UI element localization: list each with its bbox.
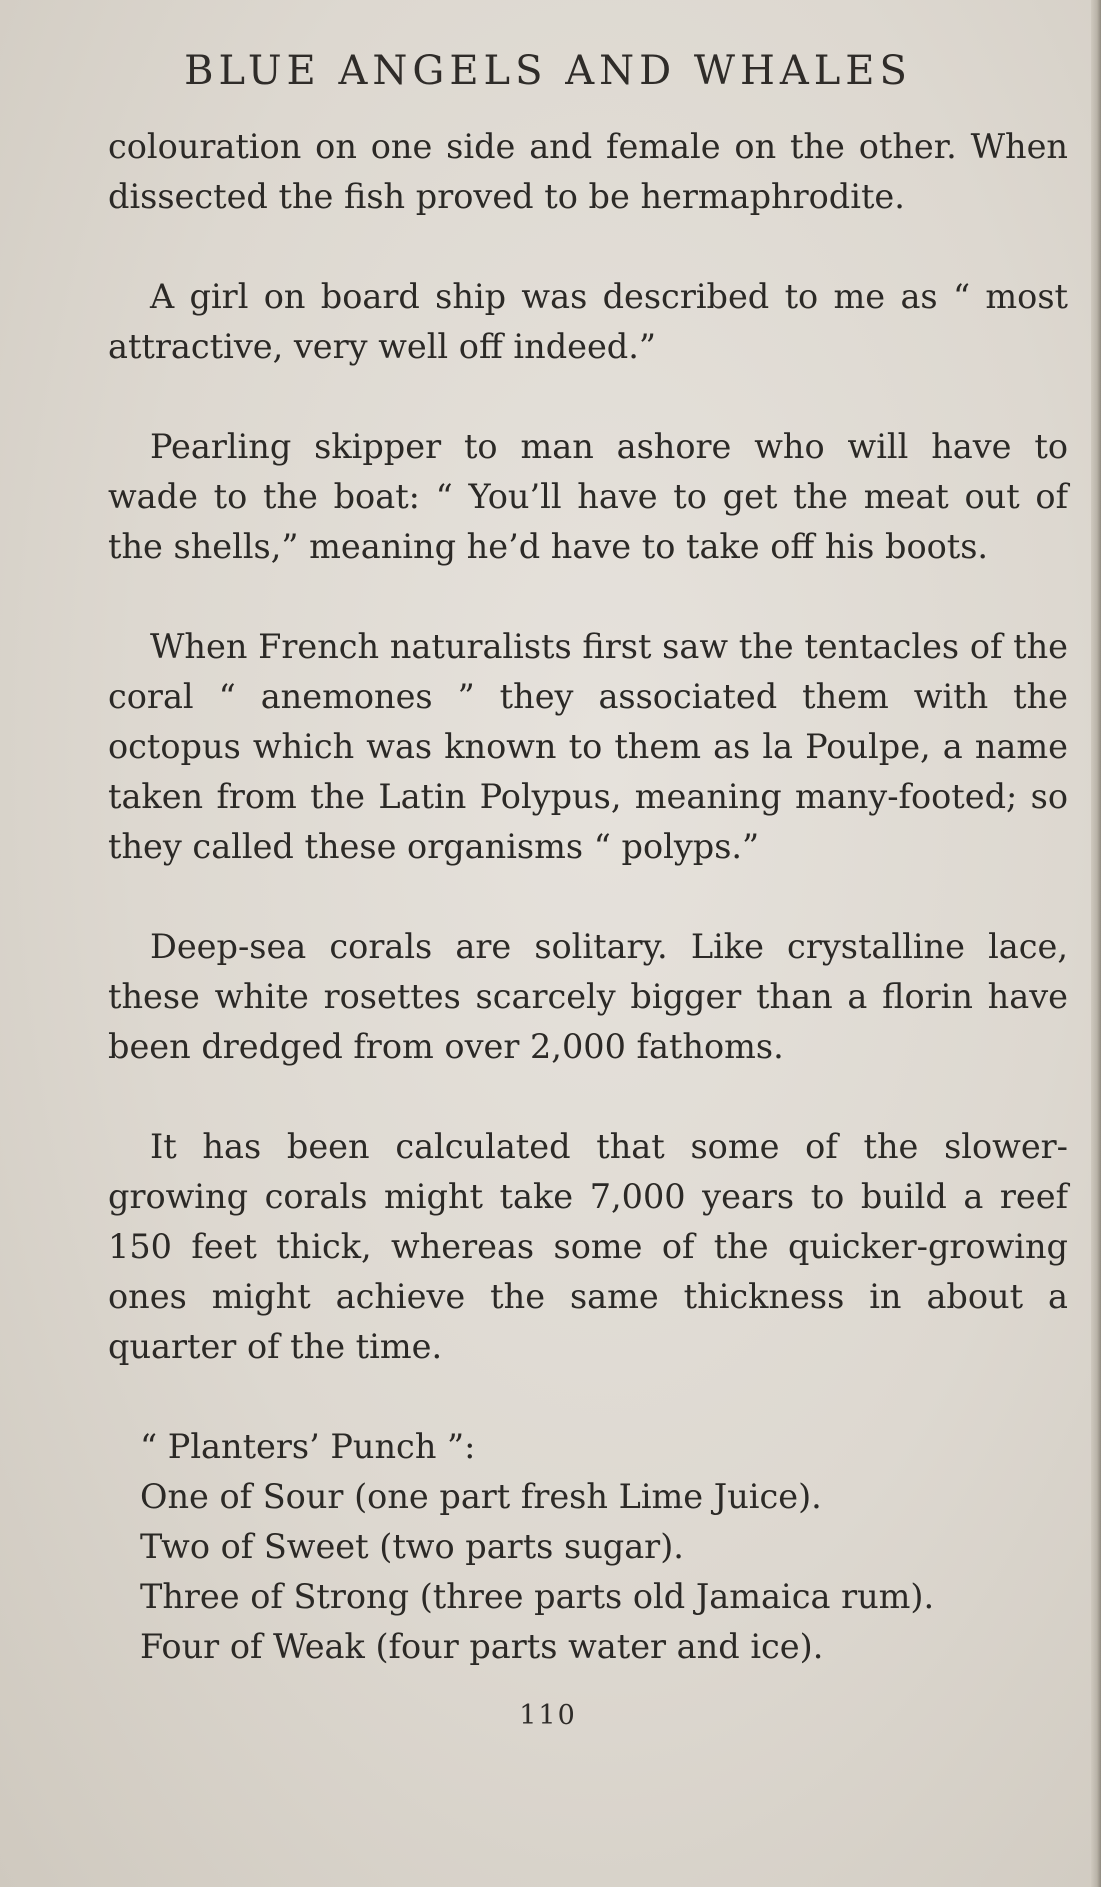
running-header: BLUE ANGELS AND WHALES — [184, 48, 912, 94]
recipe-line-weak: Four of Weak (four parts water and ice). — [140, 1627, 824, 1666]
page-edge — [1091, 0, 1101, 1887]
recipe-line-sour: One of Sour (one part fresh Lime Juice). — [140, 1477, 822, 1516]
paragraph-deep-sea-corals: Deep-sea corals are solitary. Like crystalline lace, these white rosettes scarcely bigger than a florin have been dredged from over 2,000 fathoms. — [108, 927, 1068, 1066]
planters-punch-recipe — [108, 1422, 1068, 1672]
paragraph-pearling-skipper: Pearling skipper to man ashore who will have to wade to the boat: “ You’ll have to get the meat out of the shells,” meaning he’d have to take off his boots. — [108, 427, 1068, 566]
recipe-line-sweet: Two of Sweet (two parts sugar). — [140, 1527, 684, 1566]
paragraph-hermaphrodite: colouration on one side and female on the other. When dissected the fish proved to be hermaphrodite. — [108, 127, 1068, 216]
paragraph-girl-on-board: A girl on board ship was described to me as “ most attractive, very well off indeed.” — [108, 277, 1068, 366]
page-number: 110 — [519, 1700, 577, 1731]
page-body — [108, 122, 1068, 1672]
paragraph-polyps: When French naturalists first saw the tentacles of the coral “ anemones ” they associated them with the octopus which was known to them as la Poulpe, a name taken from the Latin Polypus, meaning many-footed; so they called these organisms “ polyps.” — [108, 627, 1068, 866]
paragraph-coral-growth: It has been calculated that some of the slower-growing corals might take 7,000 years to build a reef 150 feet thick, whereas some of the quicker-growing ones might achieve the same thickness in about a quarter of the time. — [108, 1127, 1068, 1366]
recipe-line-strong: Three of Strong (three parts old Jamaica rum). — [140, 1577, 935, 1616]
recipe-heading: “ Planters’ Punch ”: — [140, 1427, 476, 1466]
